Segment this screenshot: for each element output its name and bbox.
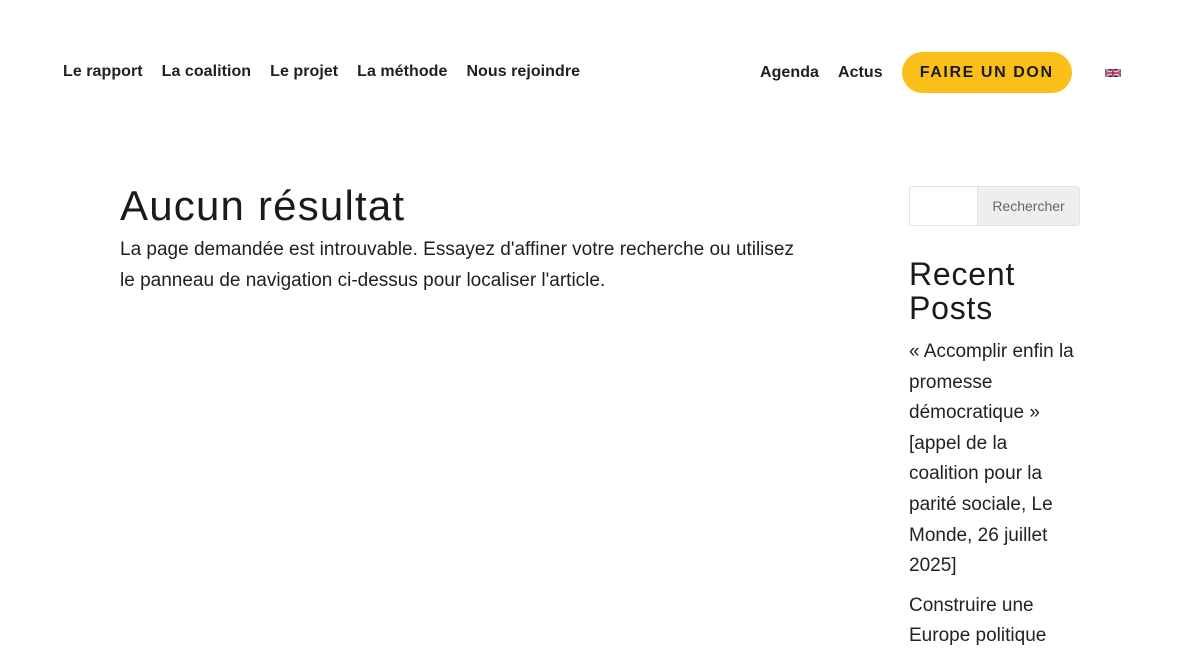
nav-link-la-coalition[interactable]: La coalition bbox=[161, 63, 252, 80]
language-switcher[interactable] bbox=[1105, 68, 1121, 78]
search-form bbox=[909, 186, 1080, 226]
donate-button[interactable]: FAIRE UN DON bbox=[902, 52, 1072, 93]
main-content bbox=[120, 180, 800, 296]
nav-link-actus[interactable]: Actus bbox=[837, 63, 883, 81]
nav-link-agenda[interactable]: Agenda bbox=[760, 63, 819, 81]
nav-link-le-projet[interactable]: Le projet bbox=[270, 63, 339, 80]
nav-link-la-methode[interactable]: La méthode bbox=[357, 63, 448, 80]
site-header bbox=[0, 0, 1200, 145]
page-title: Aucun résultat bbox=[120, 182, 406, 229]
search-button[interactable]: Rechercher bbox=[977, 186, 1080, 226]
recent-post-link[interactable]: « Accomplir enfin la promesse démocratique » [appel de la coalition pour la parité sociale, Le Monde, 26 juillet 2025] bbox=[909, 341, 1074, 577]
main-nav bbox=[63, 60, 580, 84]
nav-link-nous-rejoindre[interactable]: Nous rejoindre bbox=[466, 63, 581, 80]
recent-posts-list bbox=[909, 337, 1080, 652]
recent-posts-heading: Recent Posts bbox=[909, 256, 1016, 326]
not-found-message: La page demandée est introuvable. Essayez d'affiner votre recherche ou utilisez le panneau de navigation ci-dessus pour localiser l'article. bbox=[120, 239, 794, 291]
recent-post-item bbox=[909, 337, 1080, 582]
uk-flag-icon bbox=[1105, 68, 1121, 78]
nav-link-le-rapport[interactable]: Le rapport bbox=[63, 63, 143, 80]
recent-post-item bbox=[909, 591, 1080, 652]
recent-post-link[interactable]: Construire une Europe politique bbox=[909, 594, 1047, 647]
sidebar bbox=[909, 186, 1080, 661]
secondary-nav bbox=[760, 52, 1072, 93]
search-input[interactable] bbox=[909, 186, 977, 226]
